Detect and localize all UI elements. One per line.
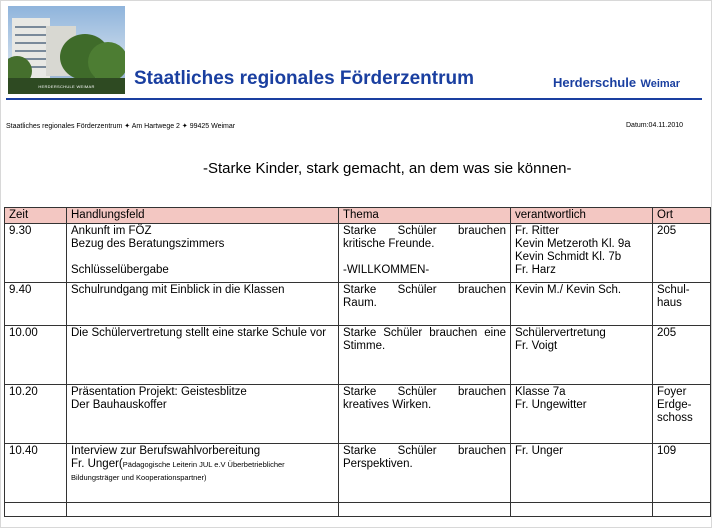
cell-line: Schulrundgang mit Einblick in die Klassen [71, 284, 285, 296]
cell-verantwortlich [511, 385, 653, 444]
table-row [5, 283, 711, 326]
cell-line: Fr. Ungewitter [515, 399, 587, 411]
table-row [5, 444, 711, 503]
cell-empty [339, 503, 511, 517]
column-header-handlungsfeld: Handlungsfeld [67, 208, 339, 224]
cell-line: Starke Schüler brauchen Perspektiven. [343, 445, 506, 470]
logo-caption: HERDERSCHULE WEIMAR [38, 84, 95, 89]
cell-verantwortlich [511, 444, 653, 503]
cell-ort: 109 [653, 444, 711, 503]
cell-zeit: 10.20 [5, 385, 67, 444]
cell-line: -WILLKOMMEN- [343, 264, 430, 276]
cell-handlungsfeld [67, 385, 339, 444]
cell-line: Starke Schüler brauchen kreatives Wirken. [343, 386, 506, 411]
logo-tree [88, 42, 125, 82]
table-row [5, 326, 711, 385]
cell-line: Schülervertretung [515, 327, 606, 339]
school-name: Staatliches regionales Förderzentrum [134, 68, 474, 89]
cell-ort: 205 [653, 326, 711, 385]
cell-line: Kevin Metzeroth Kl. 9a [515, 238, 631, 250]
cell-line: Foyer Erdge-schoss [657, 386, 693, 424]
cell-thema [339, 224, 511, 283]
column-header-ort: Ort [653, 208, 711, 224]
table-row [5, 224, 711, 283]
cell-line: Klasse 7a [515, 386, 566, 398]
header-rule [6, 98, 702, 100]
school-sub-city: Weimar [640, 78, 681, 90]
cell-line: Präsentation Projekt: Geistesblitze [71, 386, 247, 398]
cell-line: Starke Schüler brauchen kritische Freunde. [343, 225, 506, 250]
cell-zeit: 10.00 [5, 326, 67, 385]
address-line: Staatliches regionales Förderzentrum ✦ Am Hartwege 2 ✦ 99425 Weimar [6, 123, 236, 130]
cell-line: Kevin Schmidt Kl. 7b [515, 251, 622, 263]
cell-line: Ankunft im FÖZ [71, 225, 152, 237]
cell-empty [67, 503, 339, 517]
cell-ort [653, 283, 711, 326]
cell-verantwortlich [511, 326, 653, 385]
cell-line: Fr. Ritter [515, 225, 560, 237]
cell-line: Schul-haus [657, 284, 690, 309]
cell-text: Fr. Unger( [71, 458, 123, 470]
cell-line: Kevin M./ Kevin Sch. [515, 284, 622, 296]
cell-line: Starke Schüler brauchen Raum. [343, 284, 506, 309]
date-line: Datum:04.11.2010 [626, 122, 684, 129]
cell-line: Fr. Voigt [515, 340, 558, 352]
motto: -Starke Kinder, stark gemacht, an dem was sie können- [203, 160, 572, 177]
cell-handlungsfeld [67, 283, 339, 326]
cell-thema [339, 385, 511, 444]
cell-line: Interview zur Berufswahlvorbereitung [71, 445, 261, 457]
cell-handlungsfeld [67, 224, 339, 283]
column-header-verantwortlich: verantwortlich [511, 208, 653, 224]
cell-zeit: 10.40 [5, 444, 67, 503]
cell-empty [5, 503, 67, 517]
table-row [5, 385, 711, 444]
school-subtitle [553, 74, 680, 92]
schedule-table [4, 207, 711, 517]
cell-ort [653, 385, 711, 444]
column-header-zeit: Zeit [5, 208, 67, 224]
cell-line: Bezug des Beratungszimmers [71, 238, 225, 250]
table-header-row [5, 208, 711, 224]
cell-line: Starke Schüler brauchen eine Stimme. [343, 327, 506, 352]
cell-handlungsfeld [67, 326, 339, 385]
cell-line: Die Schülervertretung stellt eine starke Schule vor [71, 327, 327, 339]
cell-handlungsfeld [67, 444, 339, 503]
school-logo [8, 6, 125, 94]
cell-thema [339, 326, 511, 385]
school-sub-main: Herderschule [553, 75, 637, 90]
cell-line: Fr. Unger [515, 445, 563, 457]
table-row-empty [5, 503, 711, 517]
cell-line: Der Bauhauskoffer [71, 399, 167, 411]
cell-empty [511, 503, 653, 517]
cell-ort: 205 [653, 224, 711, 283]
cell-zeit: 9.40 [5, 283, 67, 326]
cell-verantwortlich [511, 224, 653, 283]
cell-small-text: Pädagogische Leiterin JUL e.V Überbetrieblicher Bildungsträger und Kooperationspartner) [71, 460, 285, 482]
cell-line [71, 458, 334, 484]
cell-line: Fr. Harz [515, 264, 556, 276]
cell-verantwortlich [511, 283, 653, 326]
cell-thema [339, 444, 511, 503]
cell-zeit: 9.30 [5, 224, 67, 283]
column-header-thema: Thema [339, 208, 511, 224]
cell-empty [653, 503, 711, 517]
cell-thema [339, 283, 511, 326]
cell-line: Schlüsselübergabe [71, 264, 169, 276]
